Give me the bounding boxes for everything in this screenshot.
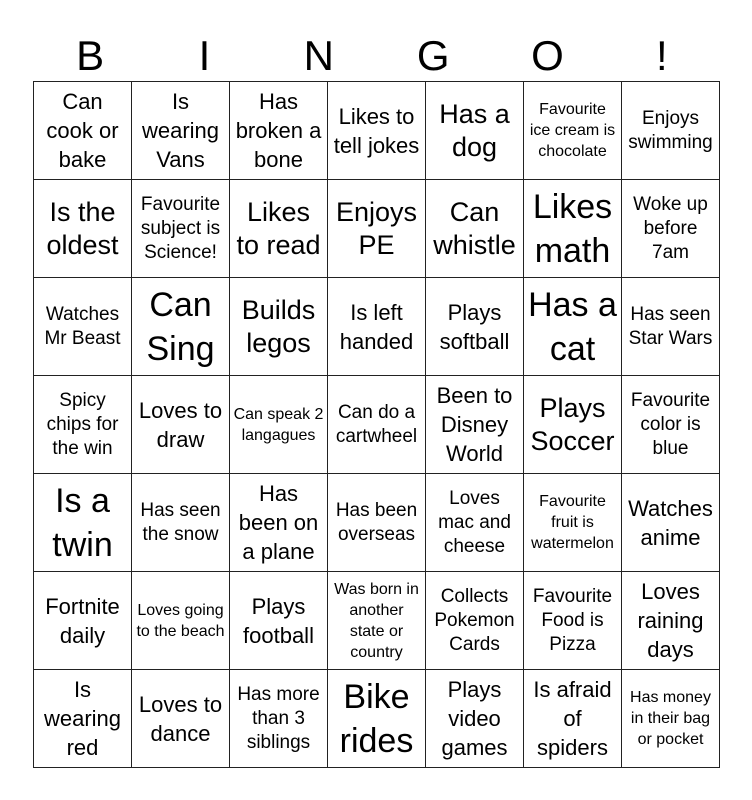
title-letter-exclamation: ! bbox=[655, 32, 668, 79]
cell-text: Been to Disney World bbox=[436, 383, 513, 466]
bingo-cell[interactable] bbox=[426, 376, 524, 474]
bingo-cell[interactable] bbox=[426, 82, 524, 180]
bingo-cell[interactable] bbox=[426, 670, 524, 768]
cell-text: Can do a cartwheel bbox=[335, 401, 418, 447]
cell-text: Likes to tell jokes bbox=[333, 103, 420, 158]
cell-text: Collects Pokemon Cards bbox=[434, 585, 515, 655]
cell-text: Watches anime bbox=[628, 495, 713, 550]
bingo-cell[interactable] bbox=[132, 82, 230, 180]
cell-text: Has seen the snow bbox=[140, 499, 221, 545]
bingo-cell[interactable] bbox=[328, 180, 426, 278]
cell-text: Can speak 2 langagues bbox=[233, 405, 324, 444]
cell-text: Fortnite daily bbox=[45, 593, 120, 648]
cell-text: Builds legos bbox=[241, 294, 316, 358]
cell-text: Is wearing Vans bbox=[141, 89, 220, 172]
cell-text: Bike rides bbox=[339, 677, 414, 760]
cell-text: Has a dog bbox=[439, 98, 510, 162]
bingo-cell[interactable] bbox=[622, 670, 720, 768]
cell-text: Has broken a bone bbox=[235, 89, 322, 172]
bingo-cell[interactable] bbox=[622, 180, 720, 278]
bingo-cell[interactable] bbox=[622, 82, 720, 180]
bingo-cell[interactable] bbox=[34, 376, 132, 474]
bingo-cell[interactable] bbox=[622, 474, 720, 572]
bingo-cell[interactable] bbox=[132, 180, 230, 278]
bingo-cell[interactable] bbox=[524, 180, 622, 278]
bingo-cell[interactable] bbox=[230, 670, 328, 768]
bingo-cell[interactable] bbox=[328, 82, 426, 180]
bingo-cell[interactable] bbox=[230, 474, 328, 572]
bingo-cell[interactable] bbox=[524, 572, 622, 670]
bingo-cell[interactable] bbox=[622, 572, 720, 670]
cell-text: Enjoys swimming bbox=[628, 107, 713, 153]
bingo-cell[interactable] bbox=[328, 474, 426, 572]
bingo-title bbox=[33, 28, 719, 84]
bingo-cell[interactable] bbox=[230, 572, 328, 670]
cell-text: Favourite subject is Science! bbox=[140, 193, 221, 263]
cell-text: Is left handed bbox=[339, 299, 414, 354]
bingo-cell[interactable] bbox=[524, 670, 622, 768]
cell-text: Watches Mr Beast bbox=[44, 303, 121, 349]
cell-text: Favourite Food is Pizza bbox=[532, 585, 613, 655]
bingo-cell[interactable] bbox=[328, 572, 426, 670]
bingo-cell[interactable] bbox=[426, 278, 524, 376]
bingo-cell[interactable] bbox=[524, 474, 622, 572]
cell-text: Loves to dance bbox=[138, 691, 223, 746]
cell-text: Favourite color is blue bbox=[630, 389, 711, 459]
cell-text: Spicy chips for the win bbox=[46, 389, 119, 459]
title-letter-g: G bbox=[416, 32, 450, 79]
bingo-cell[interactable] bbox=[34, 82, 132, 180]
bingo-cell[interactable] bbox=[34, 278, 132, 376]
bingo-cell[interactable] bbox=[328, 278, 426, 376]
cell-text: Was born in another state or country bbox=[334, 580, 419, 661]
cell-text: Likes to read bbox=[236, 196, 321, 260]
bingo-cell[interactable] bbox=[132, 376, 230, 474]
title-letter-o: O bbox=[531, 32, 564, 79]
bingo-cell[interactable] bbox=[34, 180, 132, 278]
cell-text: Favourite fruit is watermelon bbox=[531, 493, 614, 552]
cell-text: Is wearing red bbox=[43, 677, 122, 760]
cell-text: Loves mac and cheese bbox=[438, 487, 511, 557]
title-letter-b: B bbox=[76, 32, 105, 79]
cell-text: Plays Soccer bbox=[530, 392, 615, 456]
title-letter-i: I bbox=[198, 32, 211, 79]
cell-text: Woke up before 7am bbox=[633, 193, 708, 263]
cell-text: Has been overseas bbox=[335, 499, 418, 545]
cell-text: Plays softball bbox=[439, 299, 510, 354]
cell-text: Loves to draw bbox=[138, 397, 223, 452]
bingo-cell[interactable] bbox=[132, 278, 230, 376]
cell-text: Has a cat bbox=[528, 285, 617, 368]
cell-text: Is afraid of spiders bbox=[533, 677, 612, 760]
bingo-cell[interactable] bbox=[132, 474, 230, 572]
bingo-cell[interactable] bbox=[34, 670, 132, 768]
bingo-cell[interactable] bbox=[230, 278, 328, 376]
cell-text: Plays football bbox=[243, 593, 314, 648]
cell-text: Is a twin bbox=[52, 481, 113, 564]
bingo-cell[interactable] bbox=[230, 82, 328, 180]
cell-text: Has money in their bag or pocket bbox=[630, 689, 711, 748]
bingo-cell[interactable] bbox=[328, 670, 426, 768]
bingo-cell[interactable] bbox=[622, 376, 720, 474]
bingo-cell[interactable] bbox=[230, 376, 328, 474]
bingo-cell[interactable] bbox=[426, 180, 524, 278]
cell-text: Likes math bbox=[532, 187, 613, 270]
cell-text: Has been on a plane bbox=[238, 481, 319, 564]
bingo-cell[interactable] bbox=[34, 474, 132, 572]
cell-text: Plays video games bbox=[441, 677, 508, 760]
cell-text: Has seen Star Wars bbox=[628, 303, 713, 349]
cell-text: Has more than 3 siblings bbox=[237, 683, 320, 753]
cell-text: Can Sing bbox=[146, 285, 215, 368]
bingo-cell[interactable] bbox=[524, 376, 622, 474]
bingo-card-grid bbox=[33, 81, 720, 768]
bingo-cell[interactable] bbox=[34, 572, 132, 670]
bingo-cell[interactable] bbox=[132, 670, 230, 768]
cell-text: Loves going to the beach bbox=[136, 601, 225, 640]
title-letter-n: N bbox=[303, 32, 334, 79]
cell-text: Favourite ice cream is chocolate bbox=[529, 101, 616, 160]
bingo-cell[interactable] bbox=[230, 180, 328, 278]
bingo-cell[interactable] bbox=[132, 572, 230, 670]
cell-text: Loves raining days bbox=[637, 579, 704, 662]
bingo-cell[interactable] bbox=[622, 278, 720, 376]
bingo-cell[interactable] bbox=[524, 278, 622, 376]
cell-text: Is the oldest bbox=[46, 196, 119, 260]
bingo-cell[interactable] bbox=[328, 376, 426, 474]
bingo-cell[interactable] bbox=[426, 474, 524, 572]
cell-text: Can cook or bake bbox=[46, 89, 119, 172]
cell-text: Can whistle bbox=[433, 196, 516, 260]
cell-text: Enjoys PE bbox=[335, 196, 418, 260]
bingo-cell[interactable] bbox=[524, 82, 622, 180]
bingo-cell[interactable] bbox=[426, 572, 524, 670]
